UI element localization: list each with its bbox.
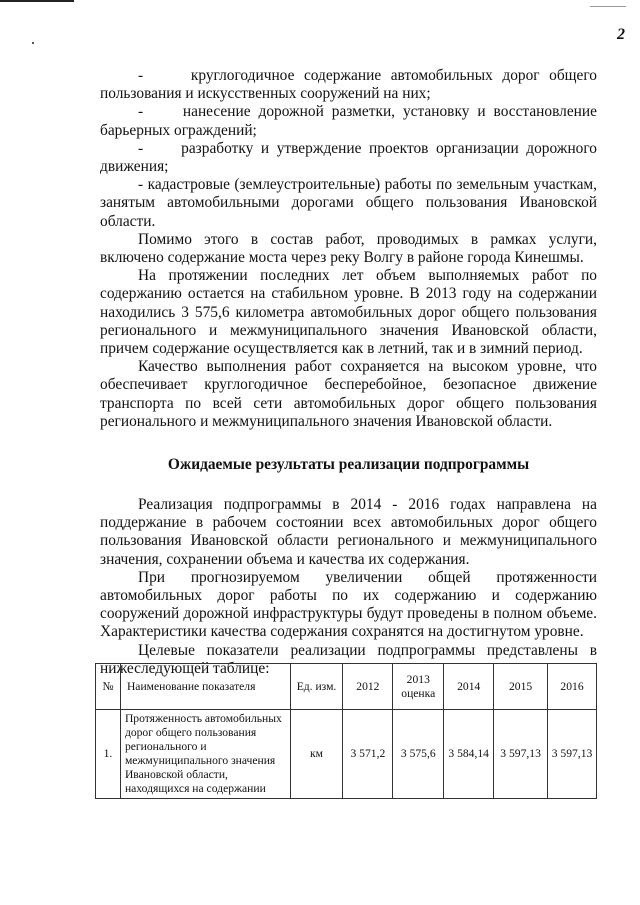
row-value-2014: 3 584,14 [444,710,494,799]
header-2012: 2012 [343,664,393,710]
header-indicator-name: Наименование показателя [120,664,290,710]
row-value-2015: 3 597,13 [494,710,548,799]
header-2014: 2014 [444,664,494,710]
header-unit: Ед. изм. [290,664,343,710]
paragraph-implementation: Реализация подпрограммы в 2014 - 2016 годах направлена на поддержание в рабочем состоянии всех автомобильных дорог общего пользования Ивановской области регионального и межмуниципального значения, сохранении объема и качества их содержания. [100,496,597,568]
paragraph-quality: Качество выполнения работ сохраняется на высоком уровне, что обеспечивает круглогодичное бесперебойное, безопасное движение транспорта по всей сети автомобильных дорог общего пользования регионального и межмуниципального значения Ивановской области. [100,358,597,430]
paragraph-targets: Целевые показатели реализации подпрограммы представлены в нижеследующей таблице: [100,641,597,677]
paragraph-bridge: Помимо этого в состав работ, проводимых в рамках услуги, включено содержание моста через реку Волгу в районе города Кинешмы. [100,230,597,267]
row-value-2016: 3 597,13 [548,710,597,799]
row-unit: км [290,710,343,799]
scan-dot [32,42,34,44]
section-heading: Ожидаемые результаты реализации подпрограммы [167,456,530,474]
row-value-2012: 3 571,2 [343,710,393,799]
list-item-marking: - нанесение дорожной разметки, установку и восстановление барьерных ограждений; [100,103,597,139]
list-item-maintenance: - круглогодичное содержание автомобильных дорог общего пользования и искусственных сооружений на них; [100,67,597,103]
row-number: 1. [96,710,121,799]
header-2016: 2016 [548,664,597,710]
header-2015: 2015 [494,664,548,710]
header-2013: 2013 оценка [393,664,444,710]
target-indicators-table [95,663,597,799]
row-value-2013: 3 575,6 [393,710,444,799]
corner-scan-mark [590,6,626,7]
list-item-cadastral: - кадастровые (землеустроительные) работы по земельным участкам, занятым автомобильными дорогами общего пользования Ивановской области. [100,176,597,230]
paragraph-volume: На протяжении последних лет объем выполняемых работ по содержанию остается на стабильном уровне. В 2013 году на содержании находились 3 575,6 километра автомобильных дорог общего пользования регионального и межмуниципального значения Ивановской области, причем содержание осуществляется как в летний, так и в зимний период. [100,267,597,358]
list-item-projects: - разработку и утверждение проектов организации дорожного движения; [100,139,597,176]
table-row [96,710,597,799]
paragraph-forecast: При прогнозируемом увеличении общей протяженности автомобильных дорог работы по их содержанию и содержанию сооружений дорожной инфраструктуры будут проведены в полном объеме. Характеристики качества содержания сохранятся на достигнутом уровне. [100,568,597,641]
page-number: 2 [617,26,625,43]
row-indicator-name: Протяженность автомобильных дорог общего пользования регионального и межмуниципального значения Ивановской области, находящихся на содержании [120,710,290,799]
header-number: № [96,664,121,710]
table-header-row [96,664,597,710]
top-edge-rule [0,0,74,2]
document-body [100,67,597,678]
